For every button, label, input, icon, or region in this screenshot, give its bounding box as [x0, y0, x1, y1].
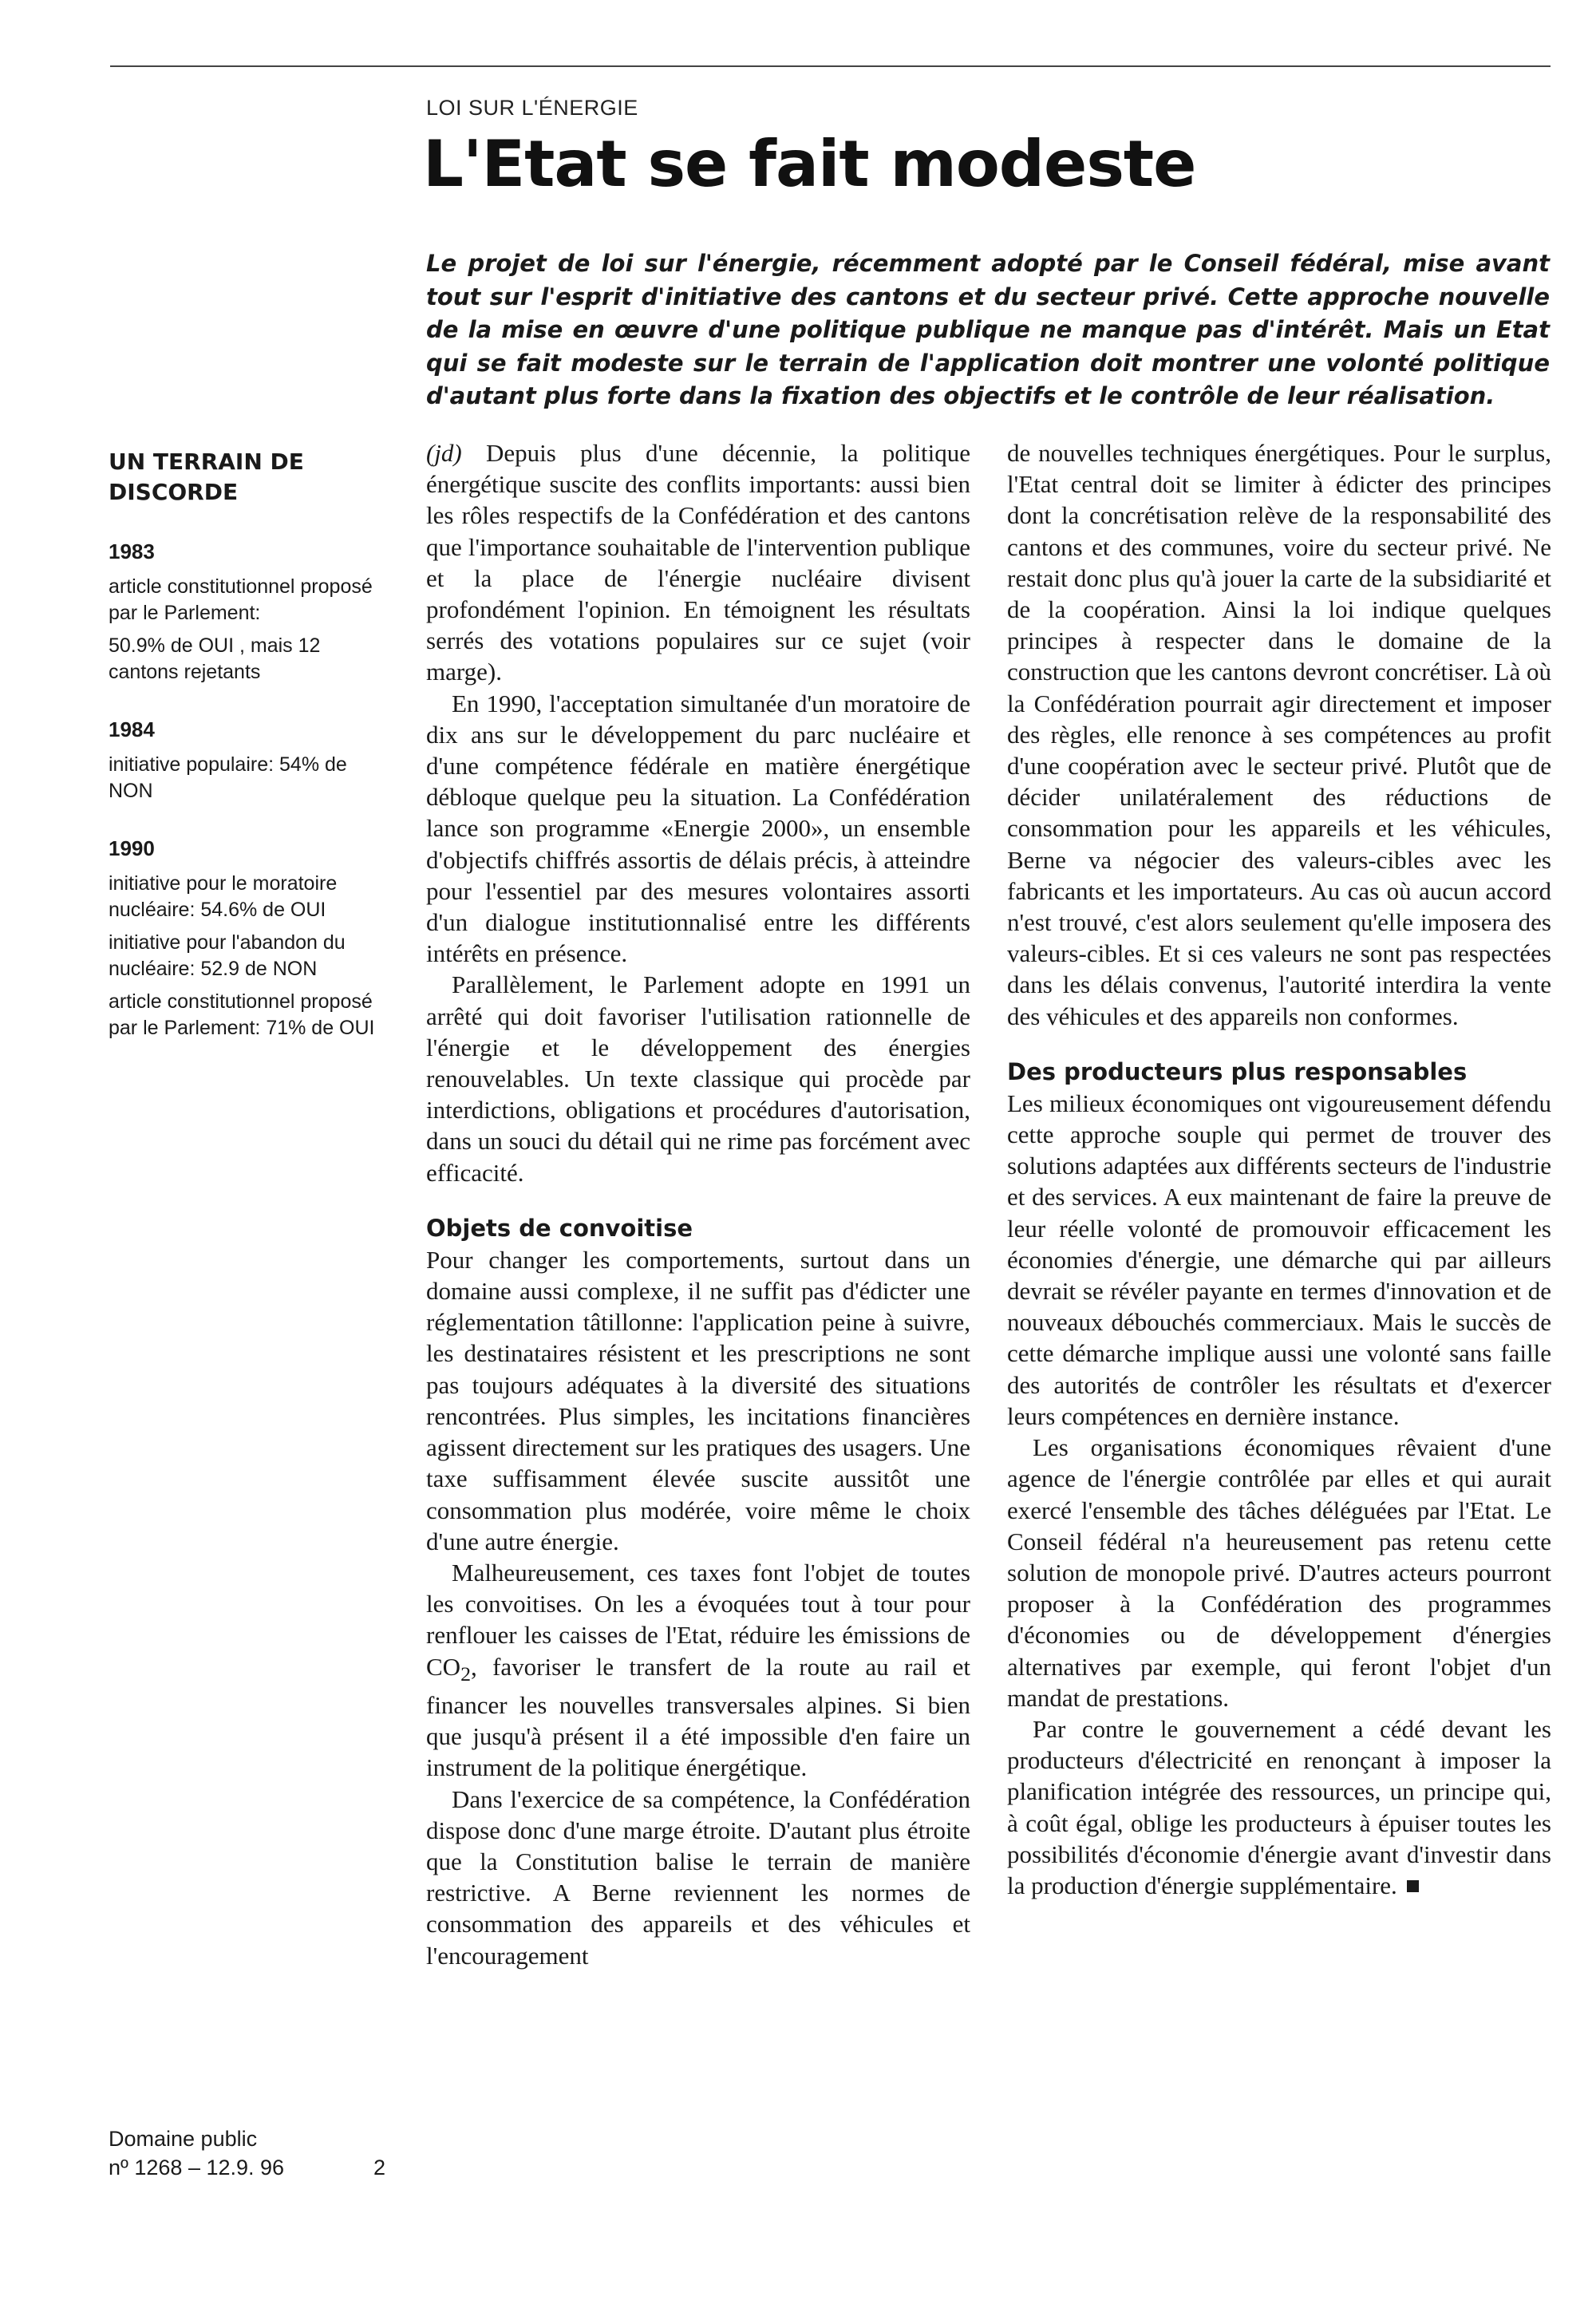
- subheading: Objets de convoitise: [426, 1214, 693, 1242]
- article-column-2: [1007, 437, 1551, 1901]
- article-title: L'Etat se fait modeste: [423, 127, 1196, 201]
- sidebar-item: 50.9% de OUI , mais 12 cantons rejetants: [109, 634, 321, 683]
- body-text: , favoriser le transfert de la route au rail et financer les nouvelles transversales alpines. Si bien que jusqu'à présent il a été impossible d'en faire un instrument de la politique énergétique.: [426, 1652, 970, 1782]
- sidebar-year: 1990: [109, 836, 155, 860]
- subheading: Des producteurs plus responsables: [1007, 1057, 1468, 1085]
- body-text: Par contre le gouvernement a cédé devant les producteurs d'électricité en renonçant à imposer la planification intégrée des ressources, un principe qui, à coût égal, oblige les producteurs à épuiser toutes les possibilités d'économie d'énergie avant d'investir dans la production d'énergie supplémentaire.: [1007, 1714, 1551, 1899]
- sidebar-group-1983: [109, 539, 384, 686]
- article-column-1: [426, 437, 970, 1971]
- sidebar-item: article constitutionnel proposé par le Parlement: 71% de OUI: [109, 990, 375, 1039]
- section-kicker: LOI SUR L'ÉNERGIE: [426, 96, 638, 120]
- sidebar-year: 1984: [109, 717, 155, 741]
- body-paragraph: [426, 1557, 970, 1784]
- body-text: Depuis plus d'une décennie, la politique énergétique suscite des conflits importants: aussi bien les rôles respectifs de la Confédération et des cantons que l'importance souhaitable de l'intervention publique et la place de l'énergie nucléaire divisent profondément l'opinion. En témoignent les résultats serrés des votations populaires sur ce sujet (voir marge).: [426, 439, 970, 686]
- body-paragraph: Dans l'exercice de sa compétence, la Confédération dispose donc d'une marge étroite. D'autant plus étroite que la Constitution balise le terrain de manière restrictive. A Berne reviennent les normes de consommation des appareils et des véhicules et l'encouragement: [426, 1784, 970, 1970]
- body-paragraph: [426, 437, 970, 688]
- body-paragraph: En 1990, l'acceptation simultanée d'un moratoire de dix ans sur le développement du parc nucléaire et d'une compétence fédérale en matière énergétique débloque quelque peu la situation. La Confédération lance son programme «Energie 2000», un ensemble d'objectifs chiffrés assortis de délais précis, à atteindre pour l'essentiel par des mesures volontaires assorti d'un dialogue institutionnalisé entre les différents intérêts en présence.: [426, 689, 970, 968]
- body-paragraph: Parallèlement, le Parlement adopte en 1991 un arrêté qui doit favoriser l'utilisation rationnelle de l'énergie et le développement des énergies renouvelables. Un texte classique qui procède par interdictions, obligations et procédures d'autorisation, dans un souci du détail qui ne rime pas forcément avec efficacité.: [426, 970, 970, 1187]
- sidebar-item: article constitutionnel proposé par le Parlement:: [109, 575, 373, 624]
- sidebar-group-1990: [109, 836, 384, 1041]
- sidebar-item: initiative populaire: 54% de NON: [109, 753, 347, 802]
- body-paragraph: de nouvelles techniques énergétiques. Pour le surplus, l'Etat central doit se limiter à édicter des principes dont la concrétisation relève de la responsabilité des cantons et des communes, voire du secteur privé. Ne restait donc plus qu'à jouer la carte de la subsidiarité et de la coopération. Ainsi la loi indique quelques principes à respecter dans le domaine de la construction que les cantons devront concrétiser. Là où la Confédération pourrait agir directement et imposer des règles, elle renonce à ses compétences au profit d'une coopération avec le secteur privé. Plutôt que de décider unilatéralement des réductions de consommation pour les appareils et les véhicules, Berne va négocier des valeurs-cibles avec les fabricants et les importateurs. Au cas où aucun accord n'est trouvé, c'est alors seulement qu'elle imposera des valeurs-cibles. Et si ces valeurs ne sont pas respectées dans les délais convenus, l'autorité interdira la vente des véhicules et des appareils non conformes.: [1007, 439, 1551, 1030]
- body-paragraph: [1007, 1713, 1551, 1901]
- page-number: 2: [373, 2156, 386, 2179]
- footer: [109, 2124, 284, 2182]
- body-paragraph: Les milieux économiques ont vigoureusement défendu cette approche souple qui permet de trouver des solutions adaptées aux différents secteurs de l'industrie et des services. A eux maintenant de faire la preuve de leur réelle volonté de promouvoir efficacement les économies d'énergie, une démarche qui par ailleurs devrait se révéler payante en termes d'innovation et de nouveaux débouchés commerciaux. Mais le succès de cette démarche implique aussi une volonté sans faille des autorités de contrôler les résultats et d'exercer leurs compétences en dernière instance.: [1007, 1089, 1551, 1430]
- sidebar-year: 1983: [109, 539, 155, 563]
- publication-name: Domaine public: [109, 2127, 258, 2151]
- sidebar-box: [109, 447, 384, 1073]
- subscript: 2: [460, 1662, 471, 1685]
- sidebar-group-1984: [109, 717, 384, 804]
- body-paragraph: Les organisations économiques rêvaient d'une agence de l'énergie contrôlée par elles et qui aurait exercé l'ensemble des tâches déléguées par l'Etat. Le Conseil fédéral n'a heureusement pas retenu cette solution de monopole privé. D'autres acteurs pourront proposer à la Confédération des programmes d'économies ou de développement d'énergies alternatives par exemple, qui feront l'objet d'un mandat de prestations.: [1007, 1433, 1551, 1712]
- top-rule: [110, 65, 1551, 67]
- body-text: Malheureusement, ces taxes font l'objet de toutes les convoitises. On les a évoquées tout à tour pour renflouer les caisses de l'Etat, réduire les émissions de CO: [426, 1558, 970, 1681]
- issue-number: nº 1268 – 12.9. 96: [109, 2156, 285, 2179]
- body-paragraph: Pour changer les comportements, surtout dans un domaine aussi complexe, il ne suffit pas d'édicter une réglementation tâtillonne: l'application peine à suivre, les destinataires résistent et les prescriptions ne sont pas toujours adéquates à la diversité des situations rencontrées. Plus simples, les incitations financières agissent directement sur les pratiques des usagers. Une taxe suffisamment élevée suscite aussitôt une consommation plus modérée, voire même le choix d'une autre énergie.: [426, 1245, 970, 1555]
- byline: (jd): [426, 439, 462, 467]
- article-lead: Le projet de loi sur l'énergie, récemment adopté par le Conseil fédéral, mise avant tout sur l'esprit d'initiative des cantons et du secteur privé. Cette approche nouvelle de la mise en œuvre d'une politique publique ne manque pas d'intérêt. Mais un Etat qui se fait modeste sur le terrain de l'application doit montrer une volonté politique d'autant plus forte dans la fixation des objectifs et le contrôle de leur réalisation.: [426, 250, 1550, 409]
- sidebar-item: initiative pour le moratoire nucléaire: 54.6% de OUI: [109, 872, 338, 921]
- end-of-article-mark: [1407, 1880, 1419, 1892]
- sidebar-title: UN TERRAIN DE DISCORDE: [109, 449, 304, 505]
- sidebar-item: initiative pour l'abandon du nucléaire: 52.9 de NON: [109, 931, 346, 980]
